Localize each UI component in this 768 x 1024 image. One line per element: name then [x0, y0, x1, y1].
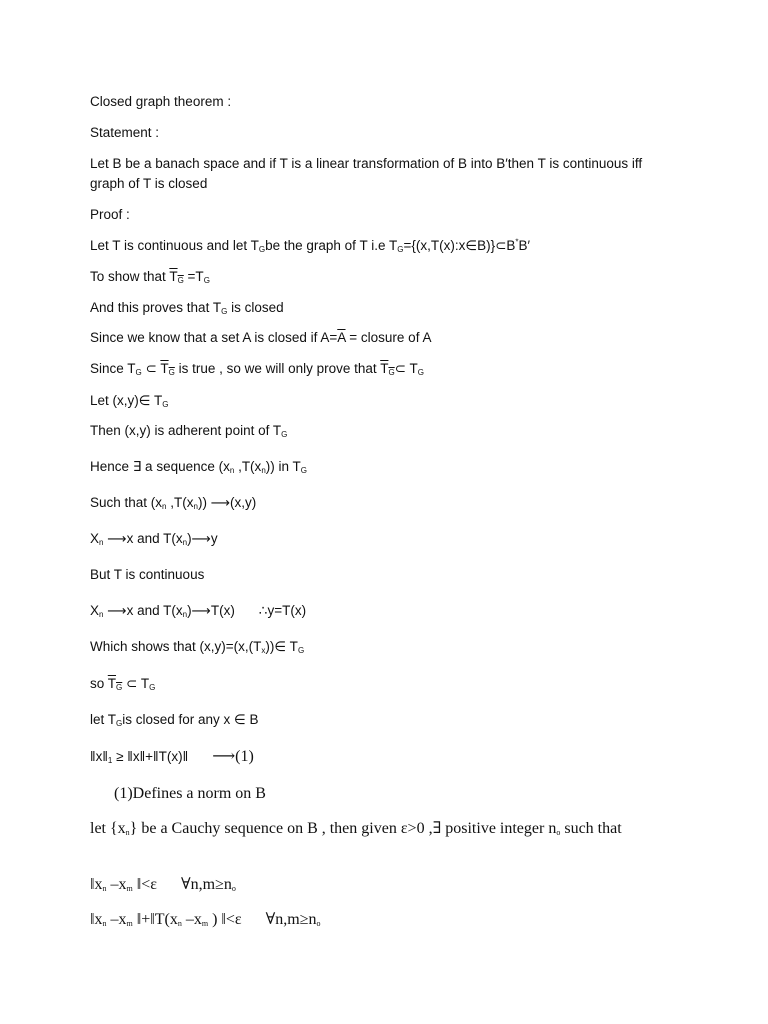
proof-line-7: Then (x,y) is adherent point of $T_G$	[90, 423, 288, 439]
proof-line-18: let $\{x_n\}$ be a Cauchy sequence on B , then given ε>0 ,∃ positive integer $n_o$ such that	[90, 820, 622, 837]
statement-heading: Statement :	[90, 125, 160, 140]
proof-line-4: Since we know that a set A is closed if $A=\overline{A}$ = closure of A	[90, 330, 432, 345]
proof-line-6: Let (x,y)∈ $T_G$	[90, 393, 169, 409]
proof-line-20: $‖x_n$ $-x_m$ $‖+‖T(x_n$ $-x_m$ ) ‖<ε $\forall n,m\ge n_o$	[90, 911, 321, 928]
proof-line-8: Hence ∃ a sequence ($x_n$ $,T(x_n)$) in $T_G$	[90, 459, 308, 475]
proof-line-17: (1)Defines a norm on B	[114, 785, 266, 802]
proof-line-13: Which shows that $(x,y)=(x,(T_x))\in$ $T_G$	[90, 639, 305, 655]
statement-text: Let B be a banach space and if T is a linear transformation of B into B′then T is continuous iff graph of T is closed	[90, 156, 643, 191]
proof-line-1: Let T is continuous and let $T_Gbe$ the graph of T i.e $T_G=\{(x,T(x):x\in B)\}\subset B^*B'$	[90, 237, 531, 254]
proof-line-15: let $T_Gis$ closed for any x ∈ B	[90, 712, 259, 728]
proof-line-12: $X_n$ ⟶x and $T(x_n)⟶T(x)$ ∴y=T(x)	[90, 603, 307, 619]
proof-line-3: And this proves that $T_G$ is closed	[90, 300, 284, 316]
proof-line-16: $‖x‖_1$ ≥ ‖x‖+‖T(x)‖ ⟶(1)	[90, 748, 254, 765]
proof-line-14: so $T_G$ ⊂ $T_G$	[90, 676, 156, 692]
proof-heading: Proof :	[90, 207, 130, 222]
proof-line-9: Such that ($x_n$ $,T(x_n)$) ⟶(x,y)	[90, 495, 257, 511]
proof-line-11: But T is continuous	[90, 567, 205, 582]
proof-line-10: $X_n$ ⟶x and $T(x_n)⟶y$	[90, 531, 218, 547]
document-title: Closed graph theorem :	[90, 94, 232, 109]
proof-line-19: $‖x_n$ $-x_m$ ‖<ε $\forall n,m\ge n_o$	[90, 876, 236, 893]
proof-line-5: Since $T_G$ ⊂ $T_G$ is true , so we will only prove that $T_G\subset$ $T_G$	[90, 361, 424, 377]
proof-line-2: To show that $T_G =T_G$	[90, 269, 210, 285]
